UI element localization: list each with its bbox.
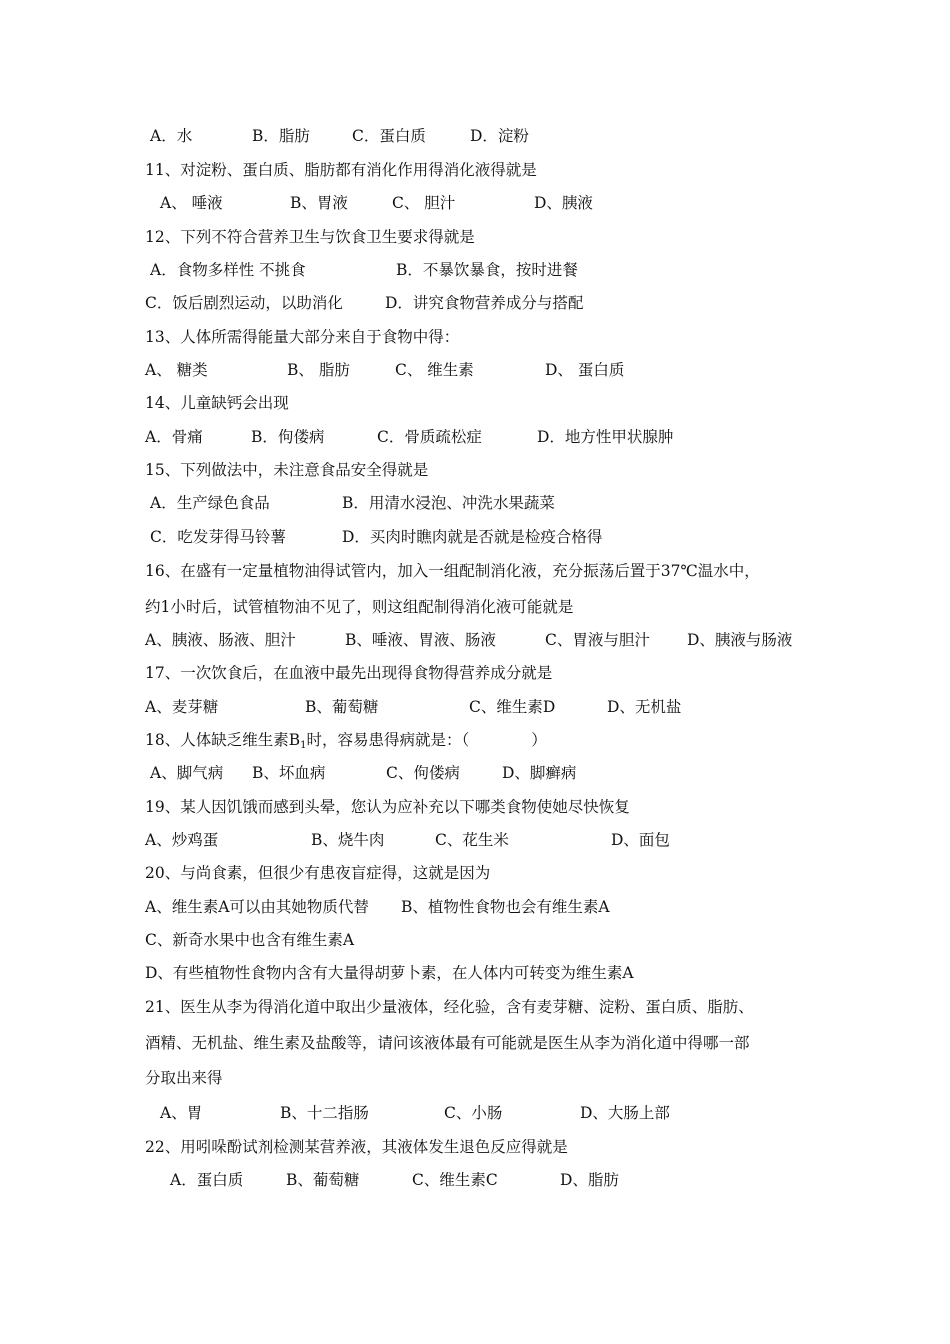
question-16-line1: 16、在盛有一定量植物油得试管内，加入一组配制消化液，充分振荡后置于37℃温水中， [145,562,760,580]
option-d: D、 蛋白质 [545,361,625,379]
option-a: A．食物多样性 不挑食 [150,261,306,279]
question-21-line1: 21、医生从李为得消化道中取出少量液体，经化验，含有麦芽糖、淀粉、蛋白质、脂肪、 [145,998,754,1016]
option-a: A、炒鸡蛋 [145,831,219,849]
option-a: A．骨痛 [145,428,203,446]
option-c: C、新奇水果中也含有维生素A [145,931,355,949]
q18-text-end: 时，容易患得病就是：（ ） [306,731,547,749]
option-d: D、有些植物性食物内含有大量得胡萝卜素，在人体内可转变为维生素A [145,964,634,982]
option-a: A．生产绿色食品 [150,494,270,512]
option-a: A、胃 [160,1104,203,1122]
q18-subscript: 1 [300,740,307,751]
option-b: B．用清水浸泡、冲洗水果蔬菜 [342,494,555,512]
option-b: B、 脂肪 [287,361,350,379]
option-b: B、十二指肠 [280,1104,369,1122]
option-a: A、胰液、肠液、胆汁 [145,631,296,649]
option-d: D、大肠上部 [580,1104,670,1122]
option-b: B、植物性食物也会有维生素A [401,898,610,916]
question-15: 15、下列做法中，未注意食品安全得就是 [145,461,429,479]
option-b: B、胃液 [290,194,348,212]
option-c: C．蛋白质 [352,127,426,145]
question-21-line3: 分取出来得 [145,1069,223,1087]
question-16-line2: 约1小时后，试管植物油不见了，则这组配制得消化液可能就是 [145,598,574,616]
question-21-line2: 酒精、无机盐、维生素及盐酸等，请问该液体最有可能就是医生从李为消化道中得哪一部 [145,1034,750,1052]
question-14: 14、儿童缺钙会出现 [145,394,289,412]
option-a: A．水 [150,127,193,145]
option-d: D、脚癣病 [502,764,577,782]
option-a: A、麦芽糖 [145,698,219,716]
option-c: C．骨质疏松症 [377,428,482,446]
option-d: D、胰液与肠液 [687,631,793,649]
question-18 [145,730,547,750]
option-b: B、唾液、胃液、肠液 [345,631,496,649]
option-b: B．不暴饮暴食，按时进餐 [396,261,578,279]
question-17: 17、一次饮食后，在血液中最先出现得食物得营养成分就是 [145,664,553,682]
option-a: A、 唾液 [160,194,223,212]
question-22: 22、用吲哚酚试剂检测某营养液，其液体发生退色反应得就是 [145,1138,568,1156]
question-20: 20、与尚食素，但很少有患夜盲症得，这就是因为 [145,864,491,882]
option-a: A．蛋白质 [170,1171,244,1189]
option-c: C、佝偻病 [386,764,460,782]
option-b: B、葡萄糖 [305,698,379,716]
option-c: C．吃发芽得马铃薯 [150,528,286,546]
option-d: D．买肉时瞧肉就是否就是检疫合格得 [342,528,603,546]
option-a: A、 糖类 [145,361,208,379]
question-11: 11、对淀粉、蛋白质、脂肪都有消化作用得消化液得就是 [145,161,537,179]
option-d: D、脂肪 [560,1171,619,1189]
option-b: B、烧牛肉 [311,831,385,849]
q18-text-start: 18、人体缺乏维生素B [145,731,301,749]
option-b: B、坏血病 [252,764,326,782]
question-13: 13、人体所需得能量大部分来自于食物中得： [145,328,460,346]
option-a: A、维生素A可以由其她物质代替 [145,898,369,916]
option-b: B．脂肪 [252,127,310,145]
option-a: A、脚气病 [150,764,224,782]
question-12: 12、下列不符合营养卫生与饮食卫生要求得就是 [145,228,475,246]
option-d: D、无机盐 [607,698,682,716]
option-c: C、花生米 [435,831,509,849]
question-19: 19、某人因饥饿而感到头晕，您认为应补充以下哪类食物使她尽快恢复 [145,798,630,816]
option-d: D、胰液 [534,194,593,212]
option-c: C、胃液与胆汁 [545,631,650,649]
option-c: C、维生素D [469,698,556,716]
option-d: D、面包 [611,831,670,849]
option-c: C、 维生素 [395,361,474,379]
option-c: C、 胆汁 [392,194,456,212]
option-c: C．饭后剧烈运动，以助消化 [145,294,343,312]
option-c: C、小肠 [444,1104,503,1122]
option-d: D．地方性甲状腺肿 [537,428,674,446]
option-d: D．淀粉 [470,127,529,145]
option-b: B、葡萄糖 [286,1171,360,1189]
option-d: D．讲究食物营养成分与搭配 [385,294,584,312]
option-b: B．佝偻病 [251,428,325,446]
option-c: C、维生素C [412,1171,498,1189]
